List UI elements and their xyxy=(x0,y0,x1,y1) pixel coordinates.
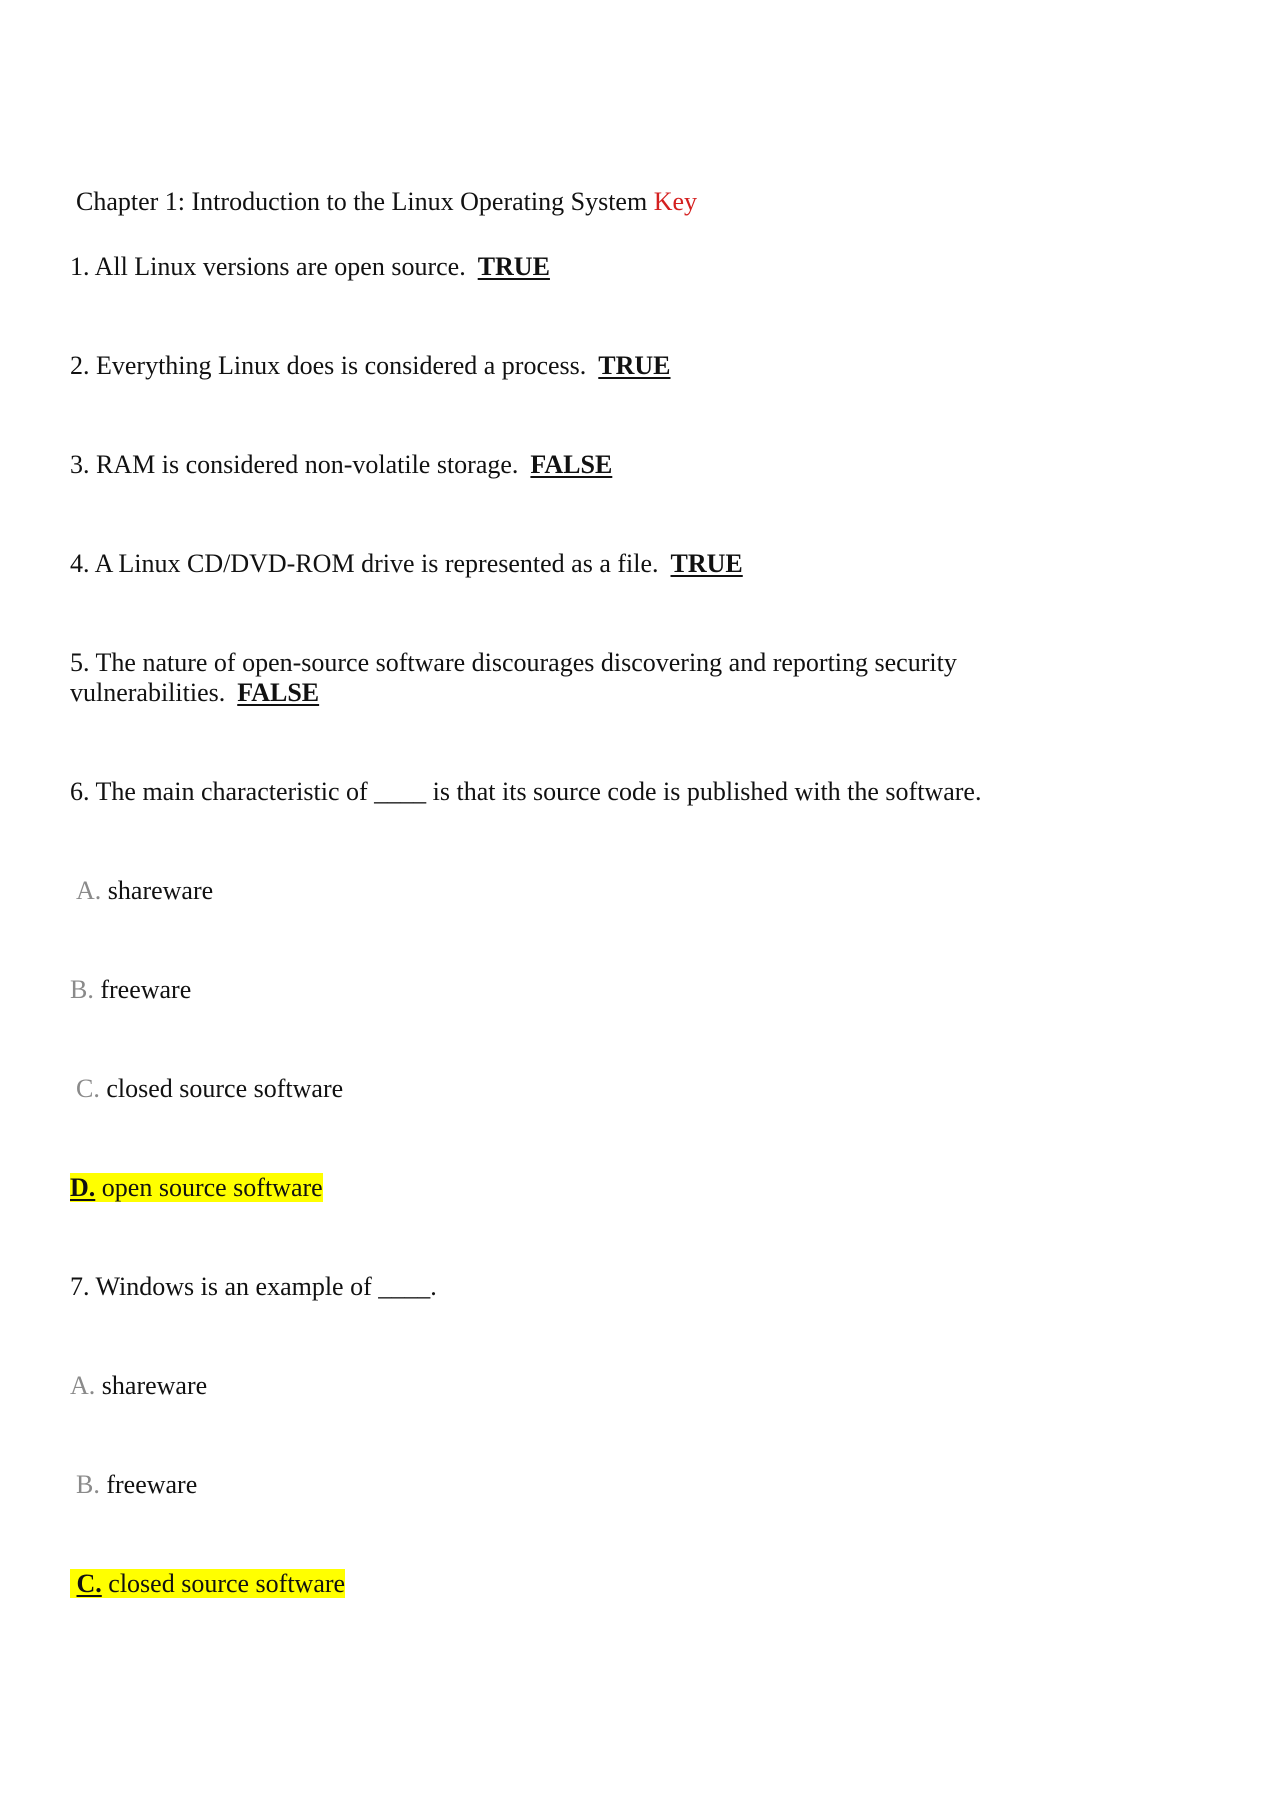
option-letter: A. xyxy=(70,1371,96,1400)
option-text: shareware xyxy=(101,1371,208,1400)
key-label: Key xyxy=(653,187,698,216)
question-text: 7. Windows is an example of ____. xyxy=(70,1272,437,1301)
document-title xyxy=(76,187,697,217)
question-text: 5. The nature of open-source software discourages discovering and reporting security xyxy=(70,648,957,677)
question-5-line-1 xyxy=(70,648,957,678)
question-text: 1. All Linux versions are open source. xyxy=(70,252,466,281)
answer: TRUE xyxy=(670,549,743,578)
option-6a xyxy=(76,876,213,906)
question-3 xyxy=(70,450,612,480)
option-letter: D. xyxy=(70,1173,96,1202)
option-6b xyxy=(70,975,191,1005)
option-7b xyxy=(76,1470,197,1500)
question-text: 2. Everything Linux does is considered a process. xyxy=(70,351,587,380)
option-letter: A. xyxy=(76,876,102,905)
question-4 xyxy=(70,549,743,579)
option-letter: C. xyxy=(76,1074,100,1103)
option-text: closed source software xyxy=(108,1569,346,1598)
option-letter: C. xyxy=(76,1569,102,1598)
answer: TRUE xyxy=(477,252,550,281)
option-text: freeware xyxy=(100,975,192,1004)
question-6 xyxy=(70,777,981,807)
option-text: open source software xyxy=(101,1173,323,1202)
option-letter: B. xyxy=(70,975,94,1004)
answer: TRUE xyxy=(598,351,671,380)
question-text: vulnerabilities. xyxy=(70,678,226,707)
answer-highlight xyxy=(70,1569,345,1598)
option-6c xyxy=(76,1074,343,1104)
title-text: Chapter 1: Introduction to the Linux Operating System xyxy=(76,187,648,216)
question-text: 3. RAM is considered non-volatile storage. xyxy=(70,450,519,479)
option-text: shareware xyxy=(107,876,214,905)
option-text: freeware xyxy=(106,1470,198,1499)
option-letter: B. xyxy=(76,1470,100,1499)
answer: FALSE xyxy=(237,678,320,707)
option-text: closed source software xyxy=(106,1074,344,1103)
question-7 xyxy=(70,1272,437,1302)
question-2 xyxy=(70,351,671,381)
answer: FALSE xyxy=(530,450,613,479)
option-7c-correct xyxy=(70,1569,345,1599)
question-5-line-2 xyxy=(70,678,319,708)
question-text: 6. The main characteristic of ____ is that its source code is published with the software. xyxy=(70,777,982,806)
answer-highlight xyxy=(70,1173,323,1202)
option-7a xyxy=(70,1371,207,1401)
question-text: 4. A Linux CD/DVD-ROM drive is represented as a file. xyxy=(70,549,659,578)
question-1 xyxy=(70,252,550,282)
option-6d-correct xyxy=(70,1173,323,1203)
